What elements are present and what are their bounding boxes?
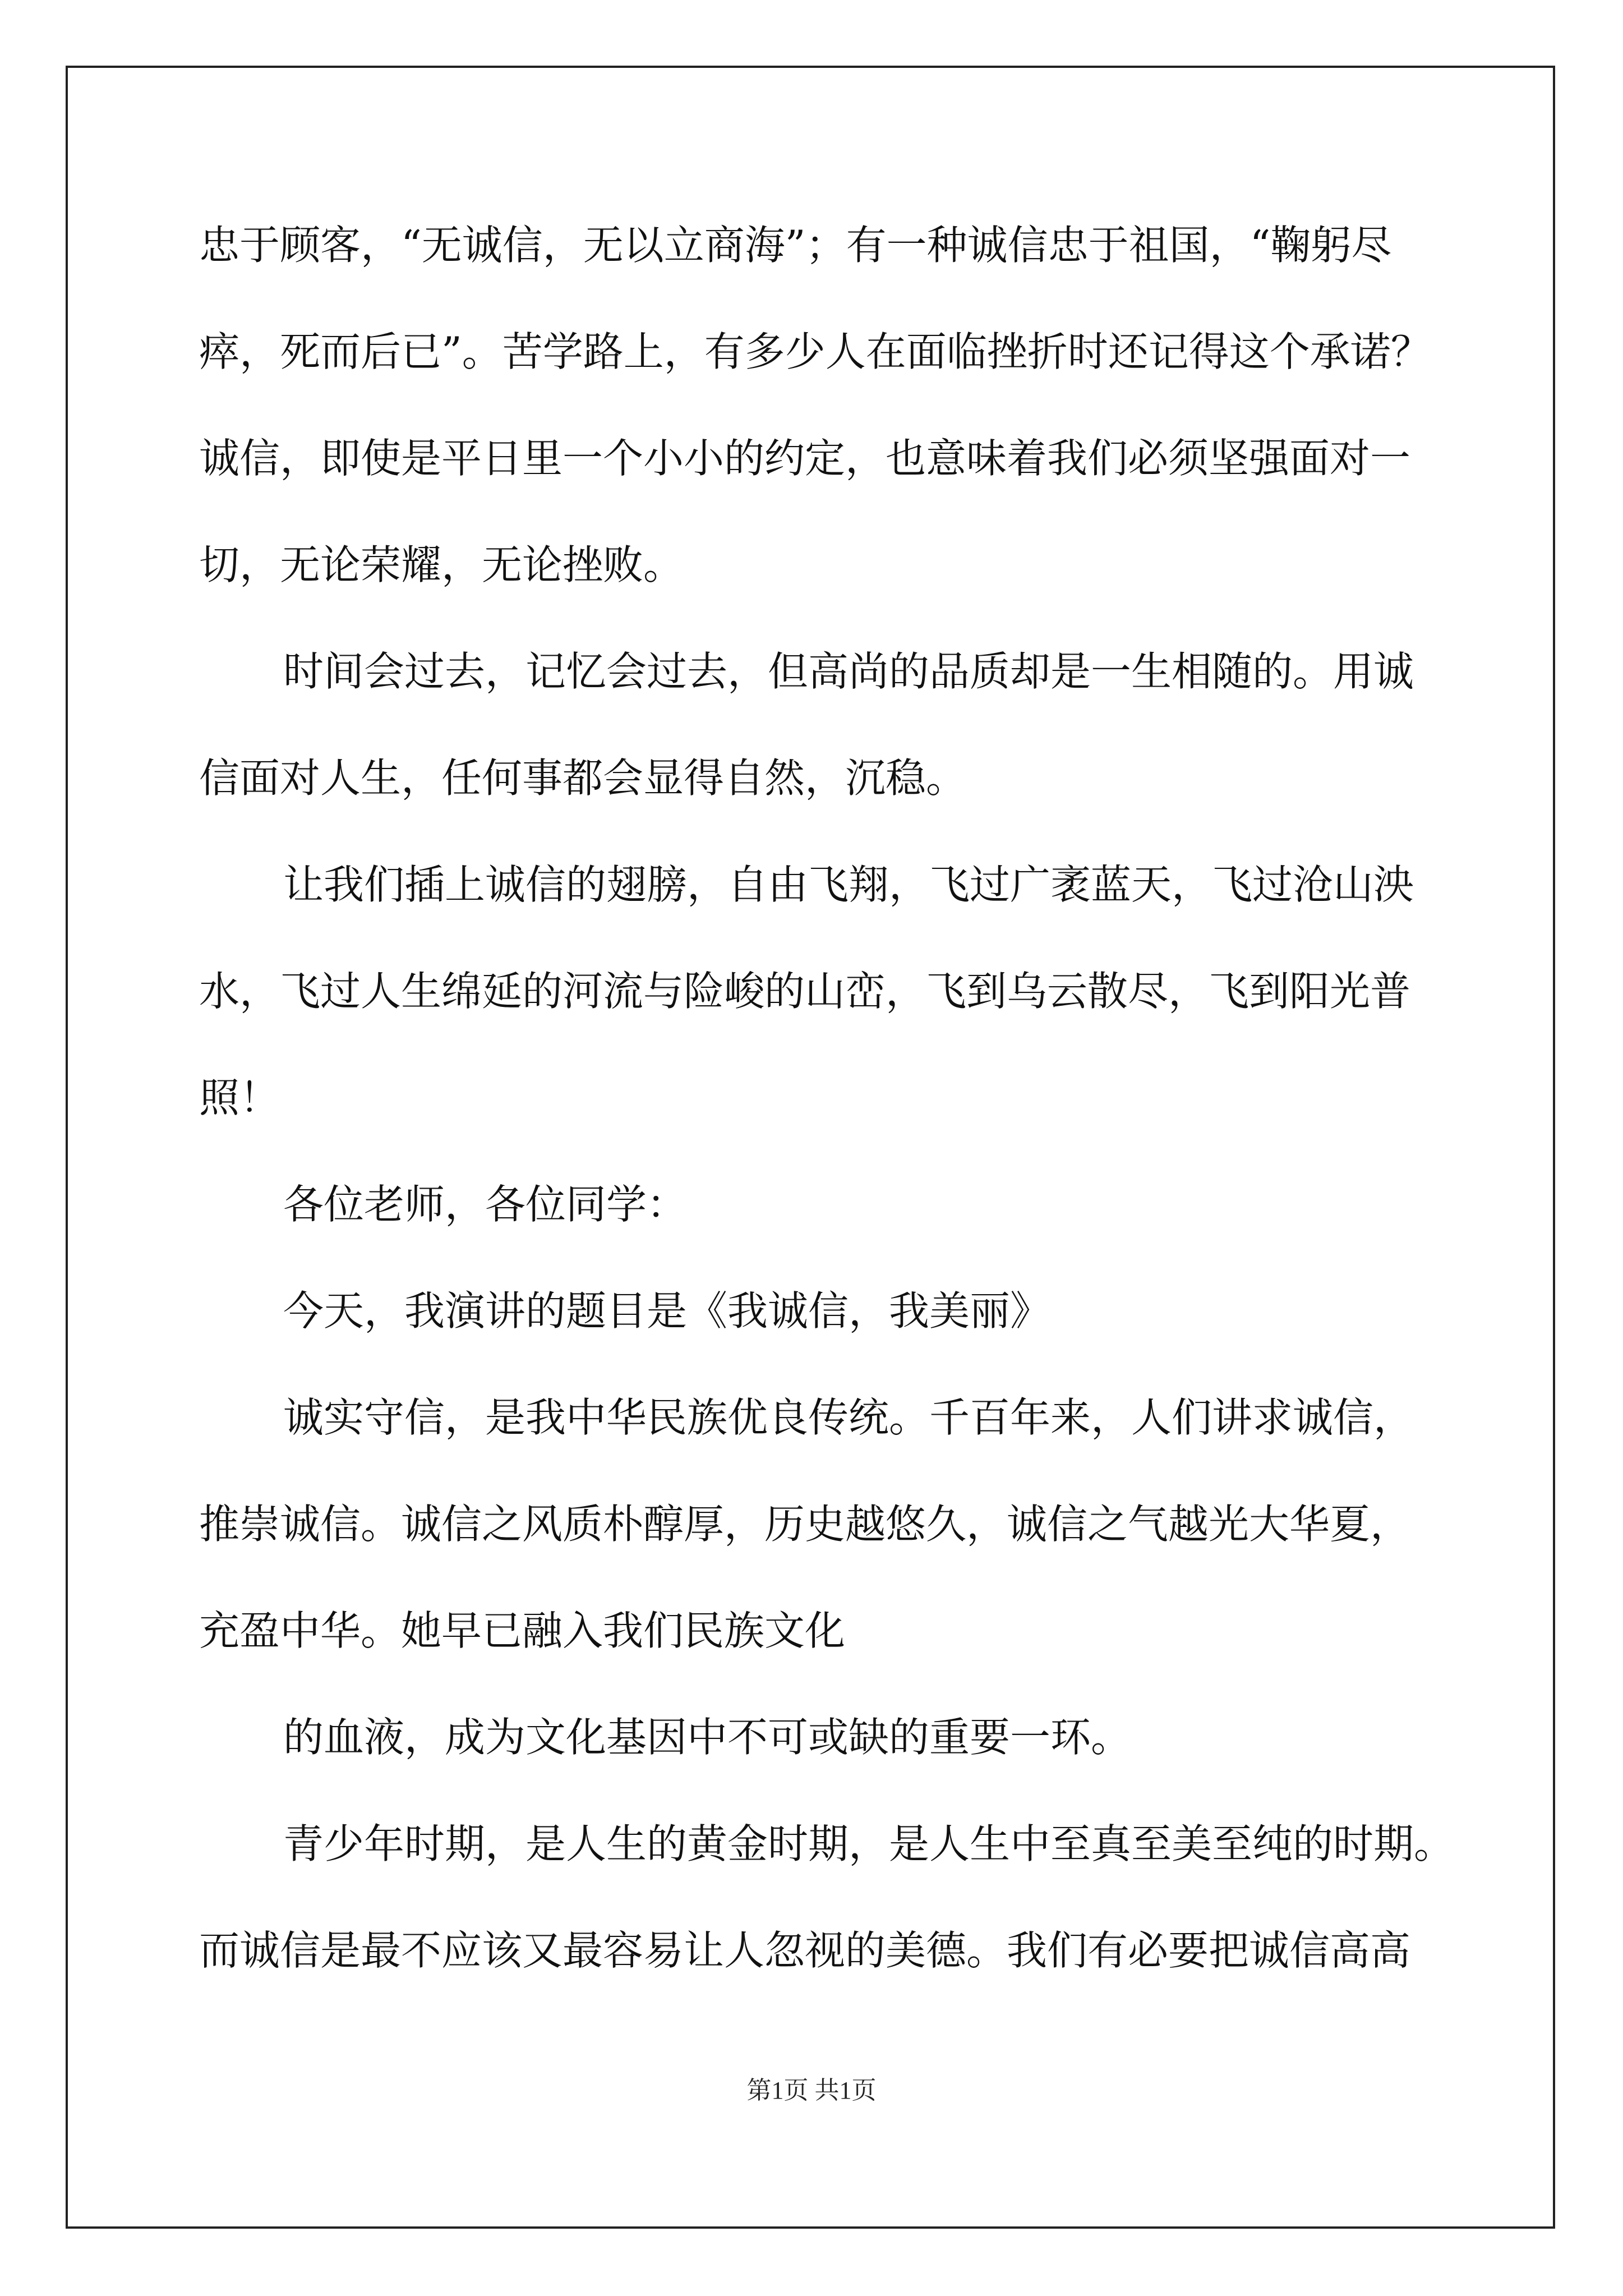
text-line: 诚实守信，是我中华民族优良传统。千百年来，人们讲求诚信， — [283, 1394, 1414, 1441]
text-line: 而诚信是最不应该又最容易让人忽视的美德。我们有必要把诚信高高 — [199, 1927, 1411, 1974]
text-line: 青少年时期，是人生的黄金时期，是人生中至真至美至纯的时期。 — [283, 1820, 1455, 1867]
text-line: 充盈中华。她早已融入我们民族文化 — [199, 1607, 846, 1654]
text-line: 各位老师，各位同学： — [283, 1181, 688, 1228]
text-line: 诚信，即使是平日里一个小小的约定，也意味着我们必须坚强面对一 — [199, 435, 1411, 482]
text-line: 照！ — [199, 1074, 280, 1121]
text-line: 忠于顾客，“无诚信，无以立商海”；有一种诚信忠于祖国，“鞠躬尽 — [199, 222, 1392, 269]
text-line: 让我们插上诚信的翅膀，自由飞翔，飞过广袤蓝天，飞过沧山泱 — [283, 861, 1414, 908]
text-line: 时间会过去，记忆会过去，但高尚的品质却是一生相随的。用诚 — [283, 648, 1414, 695]
text-line: 信面对人生，任何事都会显得自然，沉稳。 — [199, 754, 967, 802]
text-line: 推崇诚信。诚信之风质朴醇厚，历史越悠久，诚信之气越光大华夏， — [199, 1501, 1411, 1548]
text-line: 今天，我演讲的题目是《我诚信，我美丽》 — [283, 1287, 1051, 1335]
text-line: 瘁，死而后已”。苦学路上，有多少人在面临挫折时还记得这个承诺？ — [199, 328, 1431, 375]
text-line: 水，飞过人生绵延的河流与险峻的山峦，飞到乌云散尽，飞到阳光普 — [199, 968, 1411, 1015]
text-line: 的血液，成为文化基因中不可或缺的重要一环。 — [283, 1714, 1132, 1761]
text-line: 切，无论荣耀，无论挫败。 — [199, 541, 684, 588]
page-number-footer: 第1页 共1页 — [746, 2077, 877, 2104]
page-border — [66, 66, 1555, 2229]
